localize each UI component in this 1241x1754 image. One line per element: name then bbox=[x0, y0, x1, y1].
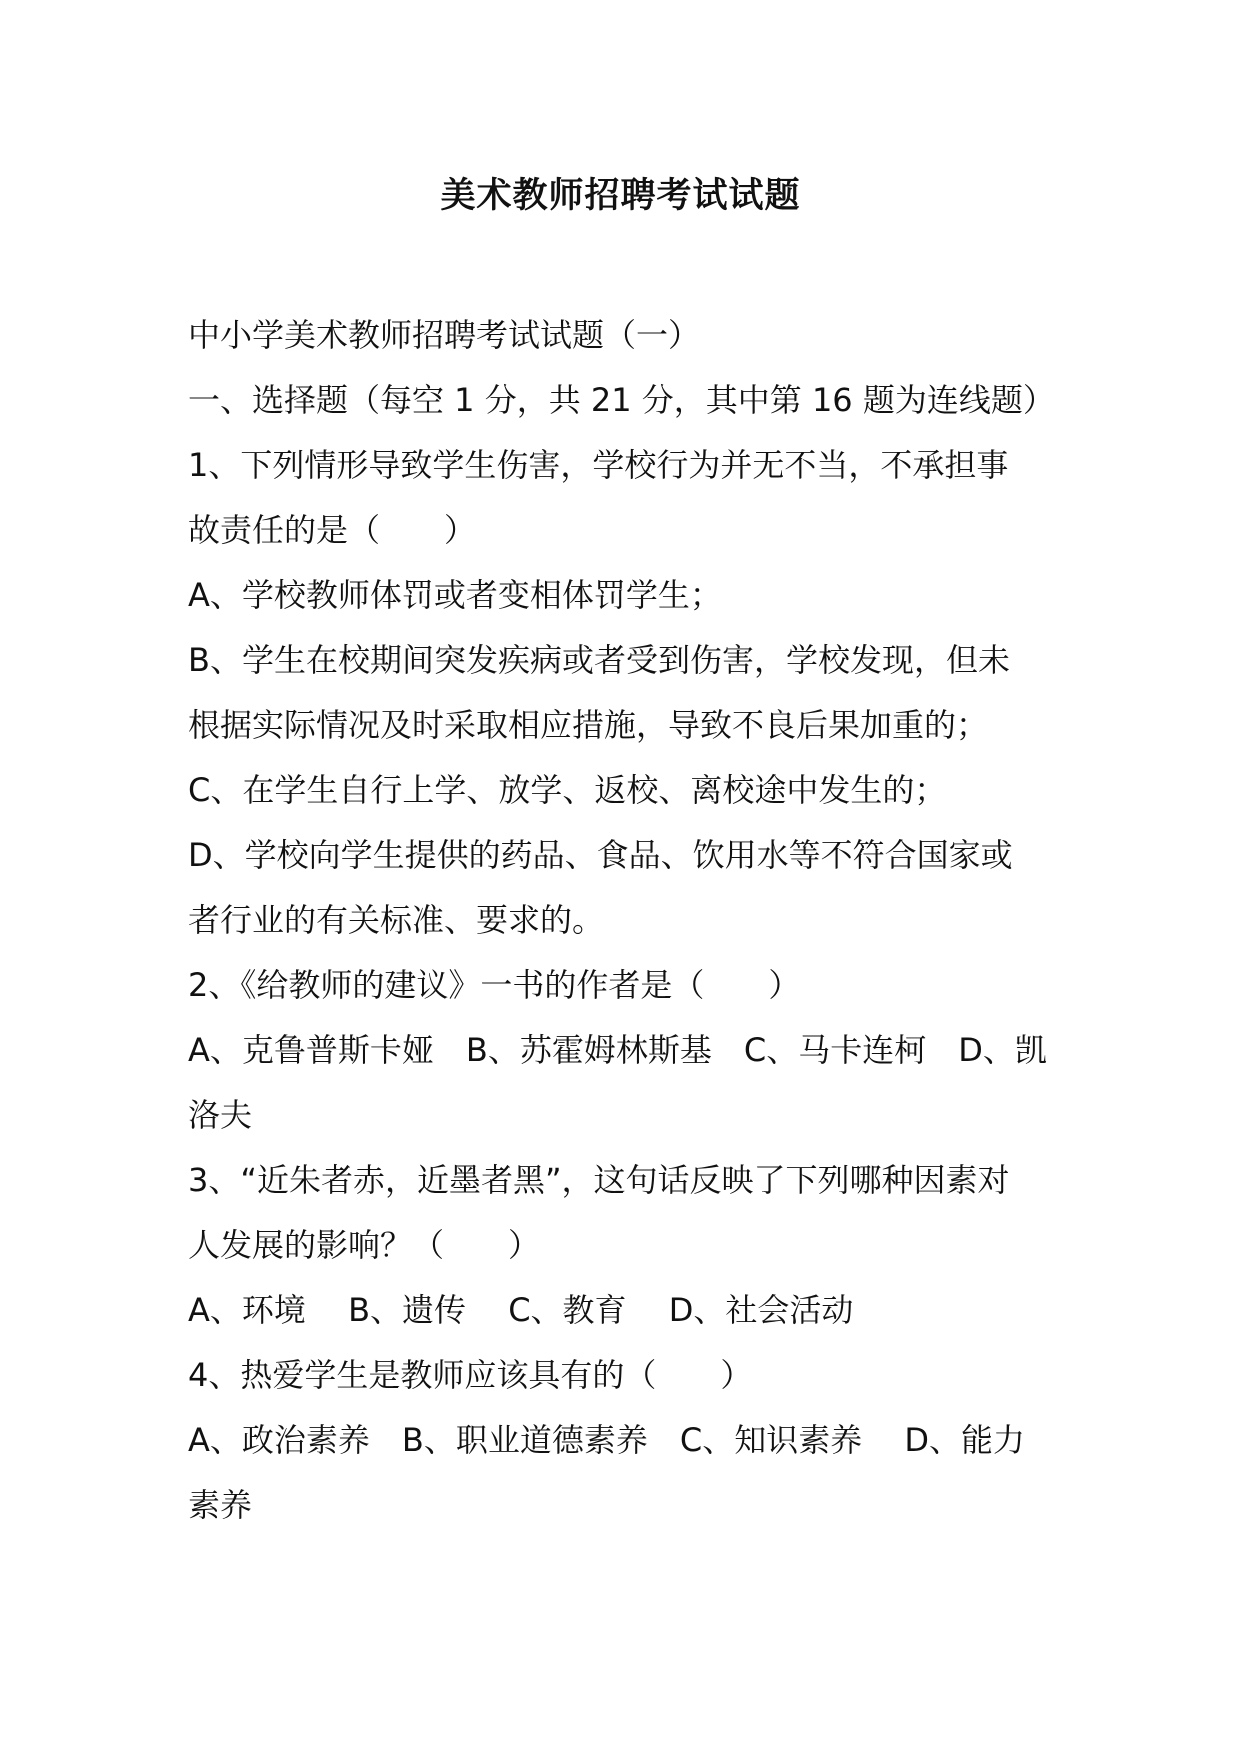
question-1-option-b-cont: 根据实际情况及时采取相应措施，导致不良后果加重的； bbox=[188, 706, 989, 744]
question-3-text: 3、“近朱者赤，近墨者黑”，这句话反映了下列哪种因素对 bbox=[188, 1161, 1010, 1199]
question-type-heading: 一、选择题（每空 1 分，共 21 分，其中第 16 题为连线题） bbox=[188, 381, 1055, 419]
question-3-options: A、环境 B、遗传 C、教育 D、社会活动 bbox=[188, 1291, 854, 1329]
section-heading: 中小学美术教师招聘考试试题（一） bbox=[188, 316, 701, 354]
question-1-text-cont: 故责任的是（ ） bbox=[188, 511, 477, 549]
question-2-options: A、克鲁普斯卡娅 B、苏霍姆林斯基 C、马卡连柯 D、凯 bbox=[188, 1031, 1047, 1069]
question-1-option-c: C、在学生自行上学、放学、返校、离校途中发生的； bbox=[188, 771, 947, 809]
question-2-options-cont: 洛夫 bbox=[188, 1096, 253, 1134]
question-1-option-d: D、学校向学生提供的药品、食品、饮用水等不符合国家或 bbox=[188, 836, 1013, 874]
question-4-options: A、政治素养 B、职业道德素养 C、知识素养 D、能力 bbox=[188, 1421, 1026, 1459]
question-1-text: 1、下列情形导致学生伤害，学校行为并无不当，不承担事 bbox=[188, 446, 1009, 484]
document-title: 美术教师招聘考试试题 bbox=[440, 176, 801, 216]
question-1-option-b: B、学生在校期间突发疾病或者受到伤害，学校发现，但未 bbox=[188, 641, 1010, 679]
question-1-option-a: A、学校教师体罚或者变相体罚学生； bbox=[188, 576, 722, 614]
question-2-text: 2、《给教师的建议》一书的作者是（ ） bbox=[188, 966, 801, 1004]
question-4-text: 4、热爱学生是教师应该具有的（ ） bbox=[188, 1356, 753, 1394]
document-body bbox=[188, 303, 1068, 1538]
question-3-text-cont: 人发展的影响？（ ） bbox=[188, 1226, 541, 1264]
question-1-option-d-cont: 者行业的有关标准、要求的。 bbox=[188, 901, 605, 939]
question-4-options-cont: 素养 bbox=[188, 1486, 253, 1524]
